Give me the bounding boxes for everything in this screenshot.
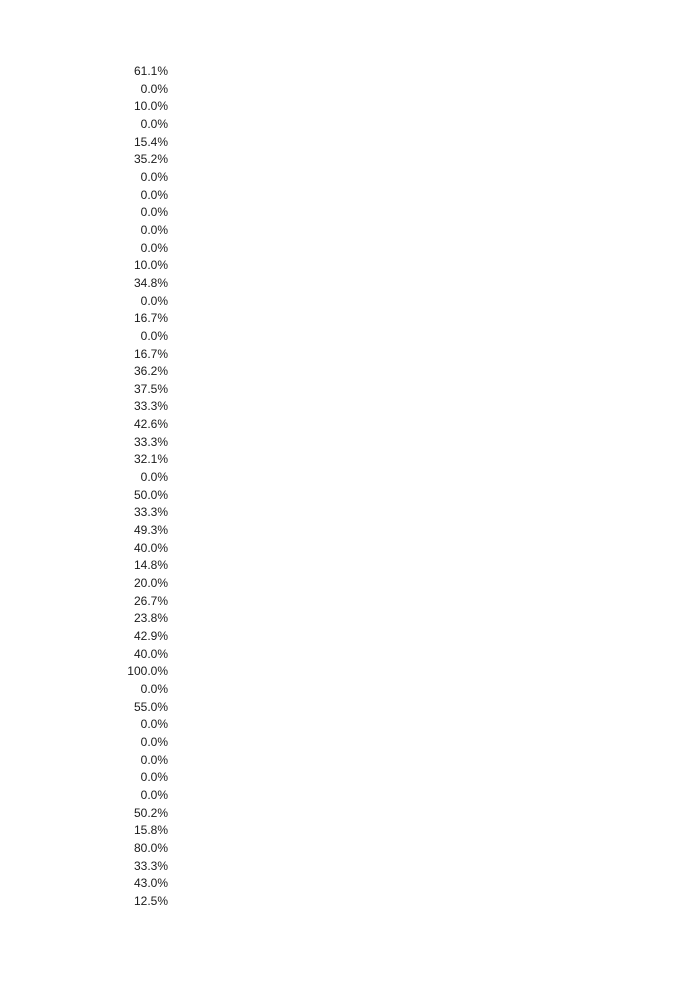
- percentage-cell: 10.0%: [133, 258, 168, 273]
- percentage-cell: 0.0%: [140, 116, 168, 131]
- percentage-cell: 0.0%: [140, 717, 168, 732]
- percentage-cell: 33.3%: [133, 505, 168, 520]
- percentage-cell: 0.0%: [140, 240, 168, 255]
- percentage-cell: 32.1%: [133, 452, 168, 467]
- percentage-cell: 0.0%: [140, 734, 168, 749]
- percentage-cell: 35.2%: [133, 152, 168, 167]
- percentage-cell: 0.0%: [140, 470, 168, 485]
- percentage-cell: 0.0%: [140, 752, 168, 767]
- percentage-cell: 23.8%: [133, 611, 168, 626]
- percentage-cell: 43.0%: [133, 876, 168, 891]
- percentage-cell: 15.4%: [133, 134, 168, 149]
- percentage-cell: 50.0%: [133, 487, 168, 502]
- percentage-cell: 0.0%: [140, 293, 168, 308]
- percentage-cell: 100.0%: [127, 664, 168, 679]
- percentage-cell: 36.2%: [133, 364, 168, 379]
- percentage-cell: 14.8%: [133, 558, 168, 573]
- percentage-cell: 0.0%: [140, 205, 168, 220]
- percentage-cell: 40.0%: [133, 646, 168, 661]
- percentage-cell: 49.3%: [133, 523, 168, 538]
- percentage-cell: 33.3%: [133, 434, 168, 449]
- percentage-cell: 0.0%: [140, 328, 168, 343]
- percentage-cell: 80.0%: [133, 840, 168, 855]
- percentage-cell: 12.5%: [133, 893, 168, 908]
- percentage-cell: 15.8%: [133, 823, 168, 838]
- percentage-cell: 0.0%: [140, 81, 168, 96]
- percentage-cell: 20.0%: [133, 576, 168, 591]
- percentage-cell: 55.0%: [133, 699, 168, 714]
- percentage-cell: 0.0%: [140, 681, 168, 696]
- percentage-cell: 33.3%: [133, 858, 168, 873]
- percentage-cell: 33.3%: [133, 399, 168, 414]
- percentage-cell: 0.0%: [140, 787, 168, 802]
- percentage-cell: 0.0%: [140, 222, 168, 237]
- percentage-cell: 42.6%: [133, 417, 168, 432]
- percentage-cell: 10.0%: [133, 99, 168, 114]
- percentage-cell: 50.2%: [133, 805, 168, 820]
- percentage-cell: 37.5%: [133, 381, 168, 396]
- percentage-cell: 0.0%: [140, 169, 168, 184]
- percentage-cell: 34.8%: [133, 275, 168, 290]
- percentage-cell: 42.9%: [133, 629, 168, 643]
- percentage-cell: 16.7%: [133, 346, 168, 361]
- percentage-cell: 40.0%: [133, 540, 168, 555]
- percentage-cell: 61.1%: [133, 64, 168, 78]
- percentage-cell: 16.7%: [133, 311, 168, 326]
- percentage-cell: 26.7%: [133, 593, 168, 608]
- percentage-cell: 0.0%: [140, 187, 168, 202]
- percentage-column: [100, 63, 168, 911]
- percentage-cell: 0.0%: [140, 770, 168, 785]
